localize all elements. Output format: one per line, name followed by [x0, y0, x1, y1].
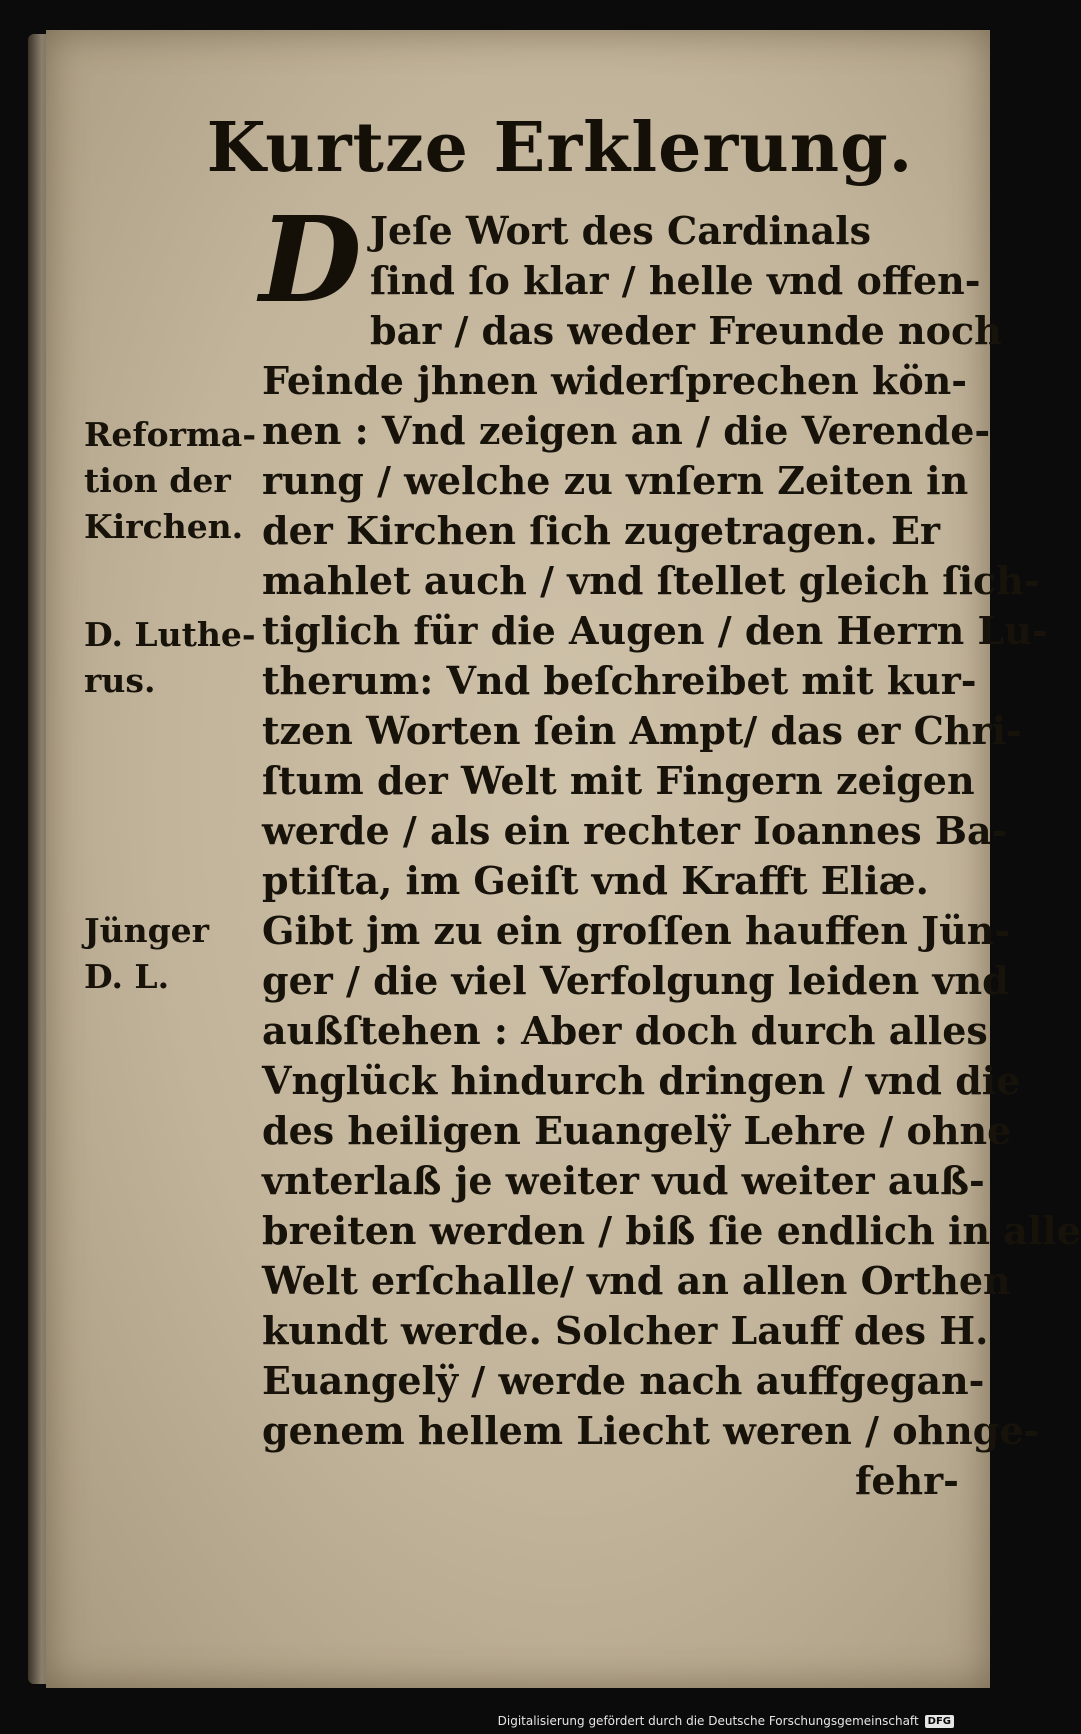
text-line: genem hellem Liecht weren / ohnge- [262, 1408, 1040, 1453]
text-line: Euangelÿ / werde nach auffgegan- [262, 1358, 985, 1403]
margin-note-line: D. Luthe- [84, 615, 256, 654]
text-line: Feinde jhnen widerſprechen kön- [262, 358, 968, 403]
text-line: rung / welche zu vnſern Zeiten in [262, 458, 969, 503]
text-line: kundt werde. Solcher Lauff des H. [262, 1308, 989, 1353]
margin-note [84, 412, 262, 550]
margin-note [84, 612, 262, 704]
footer-credit: Digitalisierung gefördert durch die Deutsche Forschungsgemeinschaft [497, 1714, 919, 1728]
text-line: ſind ſo klar / helle vnd offen- [370, 258, 981, 303]
dfg-logo: DFG [925, 1715, 954, 1728]
text-line: therum: Vnd beſchreibet mit kur- [262, 658, 977, 703]
text-line: ſtum der Welt mit Fingern zeigen [262, 758, 975, 803]
margin-note-line: Kirchen. [84, 507, 244, 546]
text-line: der Kirchen ſich zugetragen. Er [262, 508, 941, 553]
catchword: fehr- [855, 1458, 959, 1503]
text-line: tiglich für die Augen / den Herrn Lu- [262, 608, 1048, 653]
decorated-initial: D [259, 190, 362, 329]
margin-note-line: Jünger [84, 911, 210, 950]
margin-note [84, 908, 262, 1000]
text-line: ptiſta, im Geiſt vnd Krafft Eliæ. [262, 858, 929, 903]
text-line: Gibt jm zu ein groſſen hauffen Jün- [262, 908, 1011, 953]
text-line: Vnglück hindurch dringen / vnd die [262, 1058, 1021, 1103]
text-line: breiten werden / biß ſie endlich in alle [262, 1208, 1081, 1253]
margin-note-line: tion der [84, 461, 231, 500]
text-line: ger / die viel Verfolgung leiden vnd [262, 958, 1009, 1003]
text-line: tzen Worten ſein Ampt/ das er Chri- [262, 708, 1022, 753]
margin-note-line: D. L. [84, 957, 170, 996]
text-line: nen : Vnd zeigen an / die Verende- [262, 408, 991, 453]
text-line: bar / das weder Freunde noch [370, 308, 1002, 353]
digitization-footer [498, 1714, 954, 1728]
text-line: mahlet auch / vnd ſtellet gleich ſich- [262, 558, 1040, 603]
margin-note-line: rus. [84, 661, 156, 700]
page-heading: Kurtze Erklerung. [206, 108, 914, 188]
text-line: vnterlaß je weiter vud weiter auß- [262, 1158, 985, 1203]
text-line: Welt erſchalle/ vnd an allen Orthen [262, 1258, 1011, 1303]
text-line: außſtehen : Aber doch durch alles [262, 1008, 988, 1053]
text-line: Jeſe Wort des Cardinals [370, 208, 871, 253]
text-line: werde / als ein rechter Ioannes Ba- [262, 808, 1008, 853]
text-line: des heiligen Euangelÿ Lehre / ohne [262, 1108, 1012, 1153]
margin-note-line: Reforma- [84, 415, 257, 454]
